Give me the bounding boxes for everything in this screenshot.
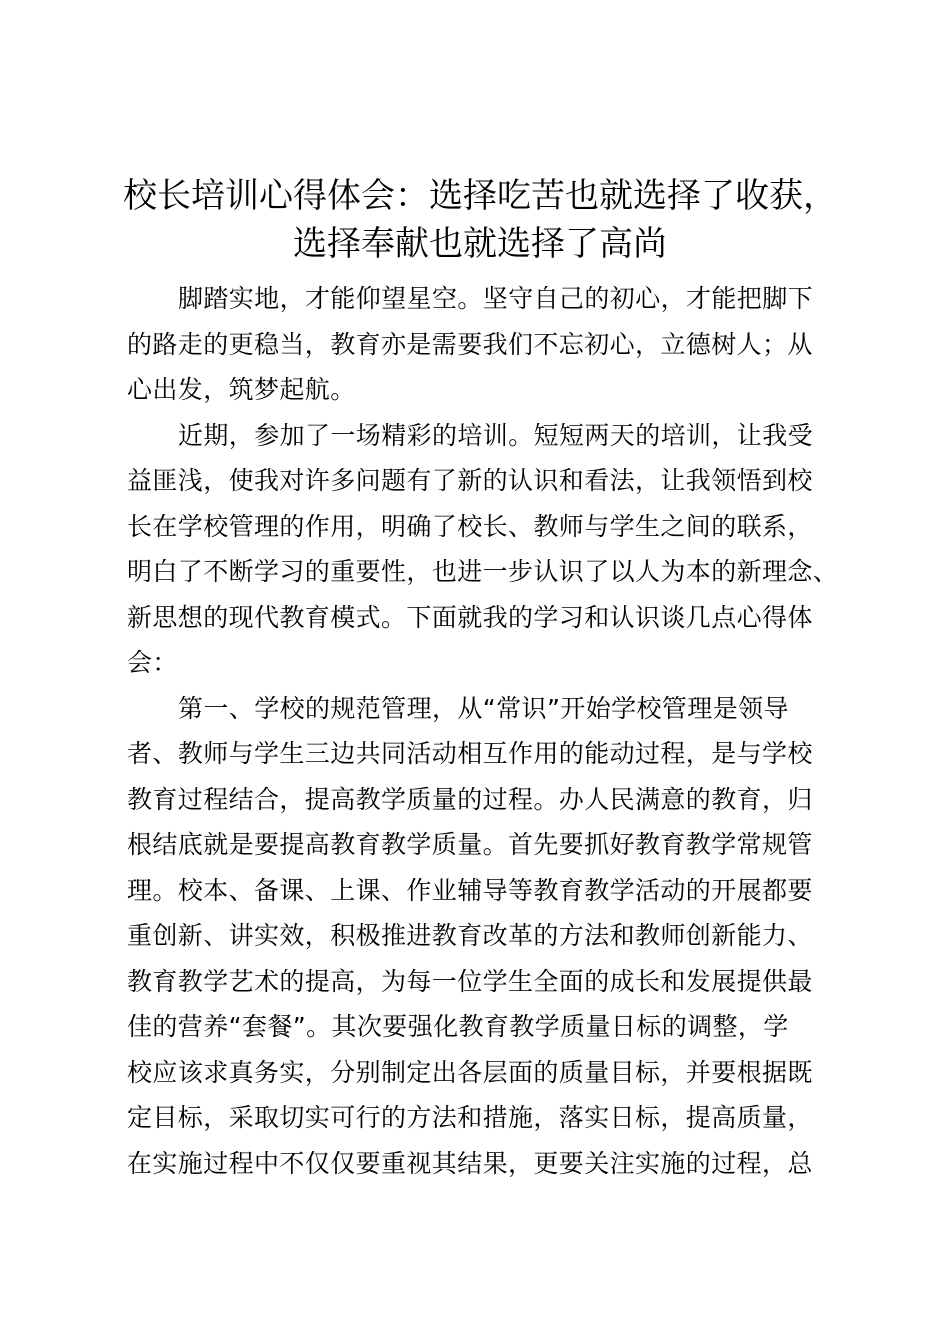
text-line: 佳的营养“套餐”。其次要强化教育教学质量日标的调整，学 bbox=[127, 1012, 789, 1041]
text-line: 脚踏实地，才能仰望星空。坚守自己的初心，才能把脚下 bbox=[178, 284, 814, 313]
text-line: 者、教师与学生三边共同活动相互作用的能动过程，是与学校 bbox=[127, 739, 813, 768]
text-line: 会： bbox=[127, 648, 178, 677]
text-line: 第一、学校的规范管理，从“常识”开始学校管理是领导 bbox=[178, 693, 789, 723]
text-line: 理。校本、备课、上课、作业辅导等教育教学活动的开展都要 bbox=[127, 875, 813, 905]
paragraph-3 bbox=[127, 686, 839, 1187]
paragraph-2 bbox=[127, 413, 839, 686]
text-line: 近期，参加了一场精彩的培训。短短两天的培训，让我受 bbox=[178, 420, 814, 450]
text-line: 明白了不断学习的重要性，也进一步认识了以人为本的新理念、 bbox=[127, 557, 839, 586]
text-line: 定目标，采取切实可行的方法和措施，落实日标，提高质量， bbox=[127, 1103, 813, 1132]
text-line: 的路走的更稳当，教育亦是需要我们不忘初心，立德树人；从 bbox=[127, 329, 813, 359]
text-line: 校应该求真务实，分别制定出各层面的质量目标，并要根据既 bbox=[127, 1057, 813, 1087]
text-line: 新思想的现代教育模式。下面就我的学习和认识谈几点心得体 bbox=[127, 602, 813, 632]
text-line: 在实施过程中不仅仅要重视其结果，更要关注实施的过程，总 bbox=[127, 1148, 813, 1178]
document-title bbox=[100, 172, 860, 268]
text-line: 心出发，筑梦起航。 bbox=[127, 375, 356, 404]
text-line: 长在学校管理的作用，明确了校长、教师与学生之间的联系， bbox=[127, 511, 813, 541]
text-line: 益匪浅，使我对许多问题有了新的认识和看法，让我领悟到校 bbox=[127, 466, 813, 495]
text-line: 根结底就是要提高教育教学质量。首先要抓好教育教学常规管 bbox=[127, 830, 813, 859]
title-line-2: 选择奉献也就选择了高尚 bbox=[293, 224, 667, 264]
title-line-1: 校长培训心得体会：选择吃苦也就选择了收获， bbox=[123, 176, 837, 216]
text-line: 教育教学艺术的提高，为每一位学生全面的成长和发展提供最 bbox=[127, 966, 813, 996]
text-line: 重创新、讲实效，积极推进教育改革的方法和教师创新能力、 bbox=[127, 921, 813, 950]
paragraph-1 bbox=[127, 276, 839, 413]
document-body bbox=[127, 276, 839, 1186]
text-line: 教育过程结合，提高教学质量的过程。办人民满意的教育，归 bbox=[127, 784, 813, 814]
